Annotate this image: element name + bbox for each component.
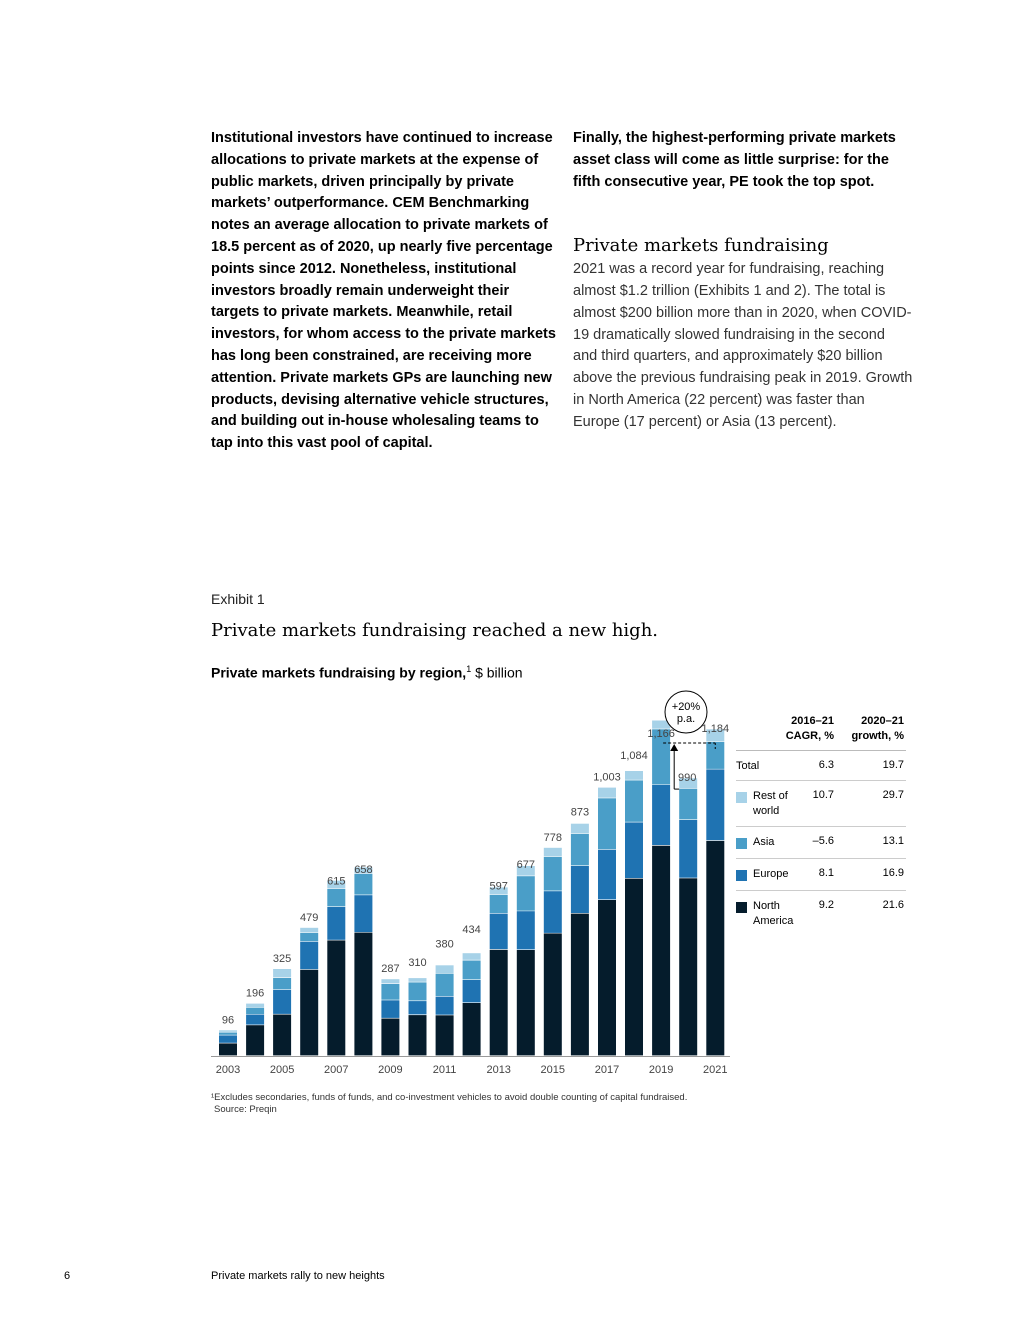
- bar-asia-2004: [246, 1008, 264, 1014]
- row-growth: 19.7: [882, 759, 904, 771]
- bar-europe-2009: [381, 1000, 399, 1018]
- bar-rest-of-world-2015: [544, 848, 562, 857]
- row-cagr: 8.1: [818, 867, 834, 879]
- bar-north-america-2015: [544, 933, 562, 1055]
- bar-north-america-2011: [436, 1015, 454, 1055]
- table-row-asia: [736, 827, 906, 859]
- x-tick-label-2003: 2003: [215, 1064, 241, 1076]
- legend-swatch-rest-of-world: [736, 792, 747, 803]
- total-label-2013: 597: [489, 880, 508, 893]
- bar-asia-2017: [598, 798, 616, 849]
- bar-asia-2010: [409, 982, 427, 1000]
- total-label-2005: 325: [272, 953, 292, 965]
- bar-europe-2014: [517, 911, 535, 949]
- bar-north-america-2021: [706, 841, 724, 1056]
- bar-europe-2008: [354, 895, 372, 932]
- total-label-2004: 196: [245, 987, 265, 1000]
- bar-rest-of-world-2004: [246, 1004, 264, 1007]
- legend-swatch-north-america: [736, 902, 747, 913]
- right-column-body: 2021 was a record year for fundraising, reaching almost $1.2 trillion (Exhibits 1 and 2). The total is almost $200 billion more than in 2020, when COVID-19 dramatically slowed fundraising in the second and third quarters, and approximately $20 billion above the previous fundraising peak in 2019. Growth in North America (22 percent) was faster than Europe (17 percent) or Asia (13 percent).: [573, 261, 913, 430]
- header-growth: 2020–21 growth, %: [851, 715, 904, 742]
- bar-asia-2005: [273, 978, 291, 989]
- row-label: Total: [736, 760, 760, 772]
- bar-europe-2004: [246, 1015, 264, 1025]
- row-cagr: 6.3: [818, 759, 834, 771]
- x-tick-label-2019: 2019: [648, 1064, 674, 1076]
- total-label-2014: 677: [516, 858, 535, 871]
- bar-asia-2012: [463, 961, 481, 980]
- bar-rest-of-world-2006: [300, 928, 318, 933]
- bar-rest-of-world-2009: [381, 979, 399, 983]
- total-label-2006: 479: [300, 911, 319, 924]
- x-tick-label-2017: 2017: [594, 1064, 620, 1076]
- right-column-lead: Finally, the highest-performing private markets asset class will come as little surprise: for the fifth consecutive year, PE took the top spot.: [573, 130, 896, 190]
- total-label-2018: 1,084: [620, 749, 648, 762]
- row-label: Rest of world: [753, 790, 788, 817]
- row-label: Europe: [753, 868, 789, 880]
- bar-europe-2015: [544, 891, 562, 933]
- bar-asia-2014: [517, 876, 535, 911]
- bar-north-america-2006: [300, 970, 318, 1056]
- bar-north-america-2009: [381, 1019, 399, 1056]
- bar-asia-2011: [436, 974, 454, 996]
- legend-swatch-europe: [736, 870, 747, 881]
- bar-north-america-2019: [652, 846, 670, 1056]
- bar-rest-of-world-2011: [436, 965, 454, 973]
- bar-north-america-2004: [246, 1025, 264, 1055]
- bar-europe-2011: [436, 997, 454, 1015]
- section-heading: Private markets fundraising: [573, 235, 829, 257]
- row-cagr: 10.7: [812, 789, 834, 801]
- total-label-2010: 310: [408, 957, 427, 969]
- total-label-2020: 990: [678, 772, 697, 785]
- table-row-north-america: [736, 891, 906, 931]
- bar-north-america-2007: [327, 940, 345, 1055]
- total-label-2021: 1,184: [701, 723, 730, 736]
- bar-europe-2021: [706, 769, 724, 840]
- chart-subtitle-unit: $ billion: [471, 664, 523, 681]
- bar-asia-2003: [219, 1033, 237, 1035]
- total-label-2016: 873: [570, 806, 590, 819]
- bar-europe-2017: [598, 850, 616, 900]
- bar-asia-2006: [300, 933, 318, 941]
- bar-north-america-2018: [625, 879, 643, 1056]
- bar-north-america-2016: [571, 914, 589, 1056]
- bar-europe-2005: [273, 990, 291, 1014]
- total-label-2017: 1,003: [593, 771, 621, 784]
- bar-rest-of-world-2012: [463, 953, 481, 960]
- footnote: [211, 1092, 687, 1116]
- row-label: North America: [753, 900, 794, 927]
- bar-europe-2018: [625, 822, 643, 878]
- total-label-2011: 380: [435, 938, 454, 951]
- total-label-2012: 434: [462, 923, 481, 936]
- left-column-text: Institutional investors have continued to increase allocations to private markets at the expense of public markets, driven principally by private markets’ outperformance. CEM Benchmarking notes an average allocation to private markets of 18.5 percent as of 2020, up nearly five percentage points since 2012. Nonetheless, institutional investors broadly remain underweight their targets to private markets. Meanwhile, retail investors, for whom access to the private markets has long been constrained, are receiving more attention. Private markets GPs are launching new products, devising alternative vehicle structures, and building out in-house wholesaling teams to tap into this vast pool of capital.: [211, 130, 556, 452]
- bar-europe-2016: [571, 866, 589, 913]
- bar-north-america-2013: [490, 950, 508, 1056]
- bar-europe-2013: [490, 914, 508, 950]
- bar-asia-2007: [327, 889, 345, 907]
- total-label-2015: 778: [543, 831, 562, 844]
- growth-table-header: [736, 712, 906, 751]
- bar-asia-2018: [625, 780, 643, 821]
- row-growth: 16.9: [882, 867, 904, 879]
- growth-annotation-text: +20%: [671, 701, 701, 713]
- bar-europe-2007: [327, 907, 345, 940]
- total-label-2003: 96: [221, 1014, 235, 1027]
- bar-north-america-2010: [409, 1015, 427, 1055]
- bar-asia-2015: [544, 857, 562, 891]
- bar-rest-of-world-2016: [571, 824, 589, 834]
- bar-rest-of-world-2003: [219, 1030, 237, 1032]
- bar-europe-2010: [409, 1001, 427, 1014]
- bar-north-america-2017: [598, 900, 616, 1055]
- bar-north-america-2008: [354, 933, 372, 1056]
- bar-asia-2016: [571, 834, 589, 866]
- exhibit-title: Private markets fundraising reached a new high.: [211, 620, 659, 641]
- bar-north-america-2020: [679, 878, 697, 1055]
- x-tick-label-2009: 2009: [378, 1064, 403, 1076]
- header-cagr: 2016–21 CAGR, %: [785, 715, 834, 742]
- growth-arrowhead: [670, 744, 678, 751]
- table-row-rest-of-world: [736, 781, 906, 827]
- x-tick-label-2007: 2007: [324, 1064, 349, 1076]
- row-label: Asia: [753, 836, 775, 848]
- row-growth: 21.6: [882, 899, 904, 911]
- bar-europe-2019: [652, 785, 670, 845]
- x-tick-label-2005: 2005: [269, 1064, 295, 1076]
- legend-swatch-asia: [736, 838, 747, 849]
- x-tick-label-2011: 2011: [432, 1064, 457, 1076]
- row-cagr: –5.6: [812, 835, 834, 847]
- row-growth: 13.1: [882, 835, 904, 847]
- bar-asia-2013: [490, 895, 508, 913]
- total-label-2007: 615: [327, 875, 346, 888]
- row-cagr: 9.2: [818, 899, 834, 911]
- source-text: Source: Preqin: [214, 1104, 277, 1115]
- row-growth: 29.7: [882, 789, 904, 801]
- bar-europe-2003: [219, 1035, 237, 1042]
- bar-north-america-2003: [219, 1043, 237, 1055]
- bar-rest-of-world-2010: [409, 978, 427, 982]
- footnote-text: ¹Excludes secondaries, funds of funds, and co-investment vehicles to avoid double counting of capital fundraised.: [211, 1092, 688, 1103]
- bar-north-america-2014: [517, 950, 535, 1055]
- page-number: 6: [64, 1270, 71, 1282]
- bar-north-america-2005: [273, 1015, 291, 1056]
- exhibit-label: Exhibit 1: [211, 591, 265, 607]
- bar-europe-2012: [463, 980, 481, 1002]
- total-label-2019: 1,166: [647, 728, 675, 740]
- table-row-europe: [736, 859, 906, 891]
- total-label-2009: 287: [381, 963, 400, 976]
- bar-asia-2009: [381, 984, 399, 1000]
- bar-asia-2021: [706, 742, 724, 769]
- bar-asia-2008: [354, 874, 372, 895]
- bar-europe-2006: [300, 942, 318, 970]
- x-tick-label-2021: 2021: [703, 1064, 728, 1076]
- chart-subtitle-bold: Private markets fundraising by region,: [211, 664, 467, 681]
- x-tick-label-2013: 2013: [486, 1064, 511, 1076]
- bar-asia-2020: [679, 789, 697, 820]
- footer-report-title: Private markets rally to new heights: [211, 1270, 385, 1282]
- total-label-2008: 658: [354, 863, 373, 876]
- bar-europe-2020: [679, 820, 697, 878]
- growth-table: [736, 712, 906, 931]
- bar-rest-of-world-2017: [598, 788, 616, 798]
- bar-rest-of-world-2005: [273, 969, 291, 977]
- bar-rest-of-world-2018: [625, 771, 643, 780]
- growth-annotation-subtext: p.a.: [676, 713, 696, 725]
- chart-subtitle-footnote-mark: 1: [466, 664, 472, 674]
- table-row-total: [736, 751, 906, 781]
- bar-north-america-2012: [463, 1003, 481, 1055]
- x-tick-label-2015: 2015: [540, 1064, 566, 1076]
